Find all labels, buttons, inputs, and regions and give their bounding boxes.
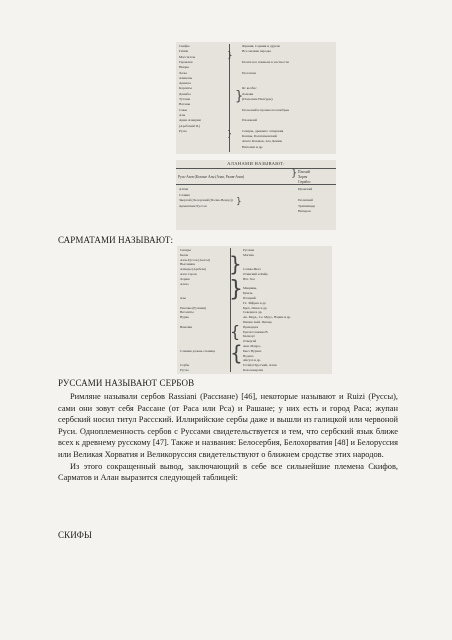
table-cell: Ахинаты <box>179 75 193 80</box>
table-cell: Славия <box>179 192 190 197</box>
table-cell: Сихары <box>180 248 191 252</box>
table-cell: Полиский <box>298 198 313 203</box>
table-cell: Трапимщер <box>298 203 316 208</box>
heading-russians-serbs: РУССАМИ НАЗЫВАЮТ СЕРБОВ <box>58 378 195 388</box>
table-cell: Вегалиты <box>180 310 194 315</box>
paragraph: Из этого сокращенный вывод, заключающий в себе все сильнейшие племена Скифов, Сарматов и Алан выразится следующей таблицей: <box>58 461 398 483</box>
scanned-table-sarmatians <box>177 246 332 374</box>
table-cell: Аки. Мадра., <box>243 344 262 348</box>
table-cell: Балморт <box>243 334 255 339</box>
divider-line <box>176 184 336 185</box>
table-cell: Скифы <box>179 44 190 48</box>
table-cell: Могилы <box>243 252 255 257</box>
table-cell: Айсулч и др. <box>243 358 261 363</box>
table-cell: Пишек хвай. Пискар <box>243 320 272 324</box>
table-cell: Калоповерсии <box>243 368 263 372</box>
table-cell: Мавривы, <box>243 286 257 291</box>
table-cell: Все мелкие народы <box>242 49 271 54</box>
table-cell: Карпаты <box>179 86 192 91</box>
table-cell: Азов Сарахс <box>180 272 198 276</box>
body-text <box>58 391 398 484</box>
table-cell: (Арабский П.) <box>179 123 201 128</box>
table-cell: Яс колбас <box>242 86 257 91</box>
table-cell: Польский и прочие полопебрые <box>242 107 290 112</box>
table-cell: Ныславяне <box>180 262 196 267</box>
table-cell: Фракия, Сармия и другие <box>242 44 281 48</box>
table-cell: Неперан <box>298 209 311 214</box>
table-caption: АЛАНАМИ НАЗЫВАЮТ: <box>227 161 285 166</box>
table-cell: Азов-Руссов (Азагол) <box>180 257 211 262</box>
table-cell: Лорина <box>180 276 191 281</box>
brace-glyph: } <box>229 252 242 276</box>
table-cell: Венелии <box>180 324 193 329</box>
table-cell: Азы <box>179 112 186 117</box>
table-cell: Полочане <box>242 70 257 75</box>
brace-glyph: } <box>235 89 244 104</box>
brace-glyph: } <box>227 129 233 138</box>
paragraph: Римляне называли сербов Rassiani (Рассиане) [46], некоторые называют и Ruizi (Руссы), сами они зовут себя Рассане (от Раса или Рса) и Рашане; у них есть и город Раса; жупан сербский носил титул Рассский. Иллирийские сербы даже и вышли из галицкой или червоной Руси. Одноплеменность сербов с Руссами свидетельствуется и тем, что сербский язык ближе всех к древнему русскому [47]. Также и названия: Белосербия, Белохорватия [48] и Белоруссия или Великая Хорватия и Великоруссия свидетельствуют о ближнем сродстве этих народов. <box>58 392 398 459</box>
table-cell: Преворцки <box>243 324 259 329</box>
table-cell: Массагеты <box>179 54 196 59</box>
brace-glyph: } <box>227 51 233 61</box>
table-cell: Арии Азиарии <box>179 118 201 123</box>
table-cell: Ерели Сашевка В. <box>243 329 269 334</box>
table-cell: Арменские Руссов <box>179 203 207 208</box>
table-cell: Кашзы, Балахамевский, <box>242 134 278 139</box>
brace-glyph: } <box>291 168 298 179</box>
table-cell: Даньбы <box>179 91 191 96</box>
table-cell: Гиппи <box>179 49 189 54</box>
table-cell: Ак. Мерд., Се. Мурз., Нарим и др. <box>243 315 291 320</box>
table-cell: Ноданс, <box>243 353 255 358</box>
table-cell: Славина дальне-словище <box>180 348 216 353</box>
table-cell: Гераклеи <box>179 59 193 64</box>
scanned-table-alans <box>176 160 336 230</box>
table-cell: Бумсы, <box>243 291 254 296</box>
table-cell: Рексавы (Рускиеи) <box>180 305 207 310</box>
table-cell: Белая <box>180 252 188 257</box>
table-cell: Салмы Жезл <box>243 267 261 272</box>
table-cell: Гл. Эйфрен и др. <box>243 300 267 305</box>
table-cell: Плохий <box>298 170 310 174</box>
heading-sarmatians: САРМАТАМИ НАЗЫВАЮТ: <box>58 235 174 245</box>
table-cell: Нат. Хаз <box>243 276 255 281</box>
table-cell: Азы <box>180 296 186 300</box>
table-cell: Ломаки <box>242 91 254 96</box>
table-cell: Северян и др. <box>243 310 263 315</box>
table-cell: Наполни и др. <box>242 144 264 149</box>
table-cell: Тутаны <box>179 97 191 101</box>
brace-glyph: } <box>236 197 242 207</box>
table-cell: Хазы <box>179 70 187 75</box>
table-cell: Ахмеды (Арабска) <box>180 267 207 272</box>
brace-glyph: { <box>230 341 243 365</box>
table-cell: Отинский и Фейр <box>243 272 268 276</box>
table-cell: Арвисы <box>179 81 191 86</box>
table-cell: Отвергий <box>243 339 257 344</box>
table-cell: (Польские Нелгуры) <box>242 97 273 101</box>
table-cell: Сакы <box>179 107 187 112</box>
table-cell: Апата Казаков, Аза Демии, <box>242 139 283 144</box>
brace-glyph: } <box>229 277 243 302</box>
table-cell: Правский <box>298 187 313 191</box>
divider-line <box>176 168 336 169</box>
table-cell: Северы, древнего отвержия <box>242 128 284 133</box>
table-cell: Звергой (Лесерский (Полко-Вендо)) <box>179 198 233 203</box>
table-cell: Ваганы <box>179 102 191 107</box>
scanned-table-scythians <box>176 42 336 154</box>
table-cell: Невры <box>179 65 189 70</box>
table-cell: Нурвы <box>180 315 190 320</box>
table-cell: Брех, Ляхов и др. <box>243 305 268 310</box>
table-cell: Руссы <box>180 368 189 372</box>
table-cell: Готайд Прусский, Ачтис <box>243 363 278 368</box>
brace-glyph: { <box>230 322 241 341</box>
table-cell: Хорея <box>298 175 308 179</box>
table-cell: Почти все племена в частности <box>242 59 289 64</box>
table-header-row: Русь-Азов (Козлые Азы (Азап, Разов-Азов) <box>178 175 245 179</box>
table-cell: Русские <box>243 248 255 252</box>
table-cell: Бысз Нурмат. <box>243 348 262 353</box>
table-cell: Серабос <box>298 180 311 184</box>
table-cell: Алеча <box>180 281 189 286</box>
table-cell: Русы <box>179 128 187 133</box>
table-cell: Плоквоий <box>242 118 257 123</box>
table-cell: Сербы <box>180 363 190 368</box>
table-cell: Плоцкий, <box>243 296 257 300</box>
heading-scythians: СКИФЫ <box>58 530 92 540</box>
table-cell: Азтии <box>179 187 189 191</box>
